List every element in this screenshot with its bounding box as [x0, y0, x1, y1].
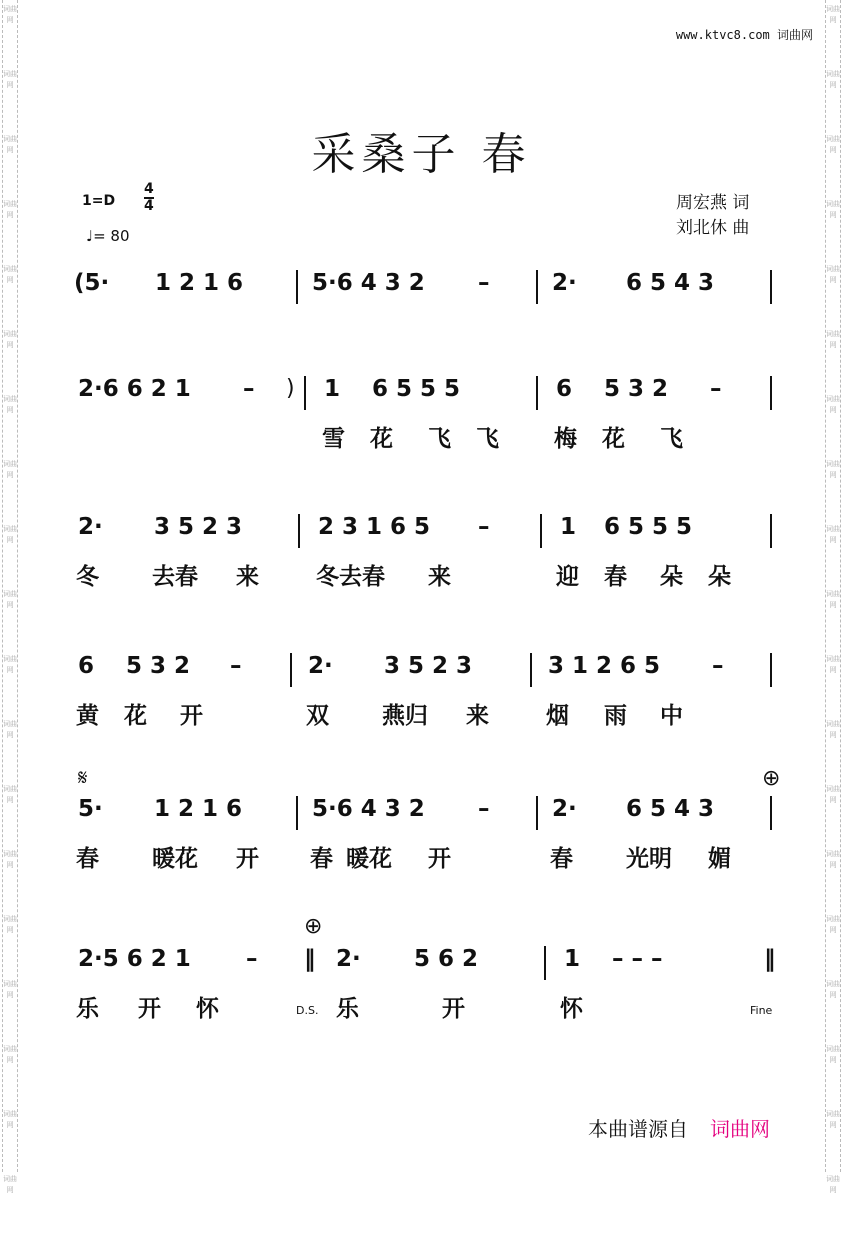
- source-brand[interactable]: 词曲网: [710, 1117, 770, 1141]
- lyric: 双: [306, 703, 329, 729]
- note-group: 5·6 4 3 2: [312, 270, 425, 296]
- bar-line: [544, 946, 546, 980]
- note-group: 1 2 1 6: [154, 796, 243, 822]
- lyric: 中: [660, 703, 683, 729]
- note-group: 2·: [336, 946, 361, 972]
- quarter-note-icon: ♩: [86, 227, 94, 245]
- note-group: –: [243, 376, 255, 402]
- note-group: 1: [560, 514, 577, 540]
- lyricist-credit: 周宏燕 词: [676, 193, 750, 213]
- note-group: 2 3 1 6 5: [318, 514, 431, 540]
- lyric: 黄: [76, 703, 99, 729]
- note-group: 6: [78, 653, 95, 679]
- composer-credit: 刘北休 曲: [676, 218, 750, 238]
- note-group: 2·: [552, 796, 577, 822]
- time-signature: [144, 182, 154, 214]
- segno-icon: 𝄋: [78, 766, 88, 791]
- time-top: 4: [144, 181, 154, 197]
- right-watermark-strip: 词曲网 词曲网 词曲网 词曲网 词曲网 词曲网 词曲网 词曲网 词曲网 词曲网 词曲网 词曲网 词曲网 词曲网 词曲网 词曲网 词曲网 词曲网 词曲网: [825, 0, 841, 1172]
- lyric: 飞: [476, 426, 499, 452]
- ds-marking: D.S.: [296, 1004, 319, 1017]
- lyric: 朵: [660, 564, 683, 590]
- note-group: 6 5 4 3: [626, 796, 715, 822]
- lyric: 飞: [660, 426, 683, 452]
- lyric: 春: [76, 846, 99, 872]
- note-group: 5 3 2: [604, 376, 669, 402]
- note-group: –: [246, 946, 258, 972]
- bar-line: [304, 376, 306, 410]
- lyric: 来: [466, 703, 489, 729]
- bar-line: [530, 653, 532, 687]
- time-bottom: 4: [144, 198, 154, 214]
- lyric: 开: [428, 846, 451, 872]
- lyric: 暖花: [152, 846, 198, 872]
- note-group: 2·5 6 2 1: [78, 946, 191, 972]
- bar-line: [536, 376, 538, 410]
- bar-line: [770, 653, 772, 687]
- lyric: 花: [124, 703, 147, 729]
- lyric: 梅: [554, 426, 577, 452]
- lyric: 来: [236, 564, 259, 590]
- note-group: 3 5 2 3: [154, 514, 243, 540]
- note-group: 2·: [552, 270, 577, 296]
- bar-line: [298, 514, 300, 548]
- note-group: 3 1 2 6 5: [548, 653, 661, 679]
- bar-line: [536, 270, 538, 304]
- lyric: 雪: [322, 426, 345, 452]
- lyric: 春: [604, 564, 627, 590]
- bar-line: [296, 270, 298, 304]
- bar-line: [770, 796, 772, 830]
- lyric: 烟: [546, 703, 569, 729]
- note-group: –: [478, 270, 490, 296]
- lyric: 冬: [76, 564, 99, 590]
- tempo-marking: [86, 227, 130, 245]
- final-bar-line: ‖: [764, 946, 776, 972]
- lyric: 光明: [626, 846, 672, 872]
- fine-marking: Fine: [750, 1004, 773, 1017]
- double-bar-line: ‖: [304, 946, 316, 972]
- lyric: 怀: [196, 996, 219, 1022]
- lyric: 花: [370, 426, 393, 452]
- lyric: 花: [602, 426, 625, 452]
- lyric: 开: [138, 996, 161, 1022]
- lyric: 朵: [708, 564, 731, 590]
- lyric: 怀: [560, 996, 583, 1022]
- note-group: 5·6 4 3 2: [312, 796, 425, 822]
- note-group: 1 2 1 6: [155, 270, 244, 296]
- note-group: –: [478, 796, 490, 822]
- bar-line: [540, 514, 542, 548]
- note-group: 6 5 4 3: [626, 270, 715, 296]
- coda-icon: ⊕: [762, 766, 781, 791]
- note-group: –: [478, 514, 490, 540]
- lyric: 迎: [556, 564, 579, 590]
- lyric: 开: [236, 846, 259, 872]
- lyric: 冬去春: [316, 564, 385, 590]
- left-watermark-strip: 词曲网 词曲网 词曲网 词曲网 词曲网 词曲网 词曲网 词曲网 词曲网 词曲网 词曲网 词曲网 词曲网 词曲网 词曲网 词曲网 词曲网 词曲网 词曲网: [2, 0, 18, 1172]
- note-group: 5·: [78, 796, 103, 822]
- tempo-value: = 80: [93, 227, 130, 245]
- key-signature: 1=D: [82, 193, 116, 209]
- lyric: 雨: [604, 703, 627, 729]
- lyric: 乐: [336, 996, 359, 1022]
- bar-line: [296, 796, 298, 830]
- note-group: 6 5 5 5: [604, 514, 693, 540]
- lyric: 乐: [76, 996, 99, 1022]
- lyric: 燕归: [382, 703, 428, 729]
- bar-line: [770, 270, 772, 304]
- repeat-paren: ): [286, 376, 295, 401]
- note-group: (5·: [74, 270, 110, 296]
- lyric: 春: [550, 846, 573, 872]
- lyric: 去春: [152, 564, 198, 590]
- note-group: 5 6 2: [414, 946, 479, 972]
- lyric: 开: [442, 996, 465, 1022]
- bar-line: [770, 514, 772, 548]
- site-url: www.ktvc8.com 词曲网: [675, 28, 813, 42]
- note-group: 1: [324, 376, 341, 402]
- note-group: – – –: [612, 946, 663, 972]
- source-label: 本曲谱源自: [588, 1117, 688, 1141]
- source-credit: [588, 1113, 770, 1142]
- lyric: 暖花: [346, 846, 392, 872]
- note-group: 6 5 5 5: [372, 376, 461, 402]
- bar-line: [770, 376, 772, 410]
- lyric: 开: [180, 703, 203, 729]
- bar-line: [290, 653, 292, 687]
- lyric: 媚: [708, 846, 731, 872]
- bar-line: [536, 796, 538, 830]
- note-group: 2·: [78, 514, 103, 540]
- note-group: –: [230, 653, 242, 679]
- lyric: 来: [428, 564, 451, 590]
- lyric: 春: [310, 846, 333, 872]
- note-group: 3 5 2 3: [384, 653, 473, 679]
- note-group: 1: [564, 946, 581, 972]
- note-group: 2·: [308, 653, 333, 679]
- note-group: 5 3 2: [126, 653, 191, 679]
- note-group: –: [712, 653, 724, 679]
- lyric: 飞: [428, 426, 451, 452]
- note-group: –: [710, 376, 722, 402]
- note-group: 2·6 6 2 1: [78, 376, 191, 402]
- song-title: 采桑子 春: [311, 129, 532, 180]
- coda-icon: ⊕: [304, 914, 323, 939]
- note-group: 6: [556, 376, 573, 402]
